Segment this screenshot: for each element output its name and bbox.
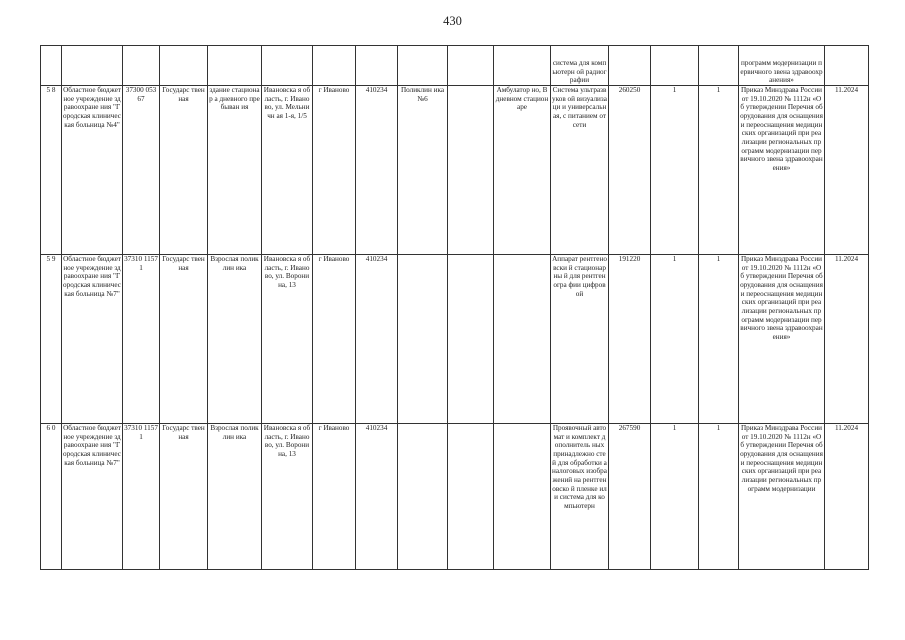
cell-col10 <box>448 424 494 570</box>
cell-equipment: Система ультразвуков ой визуализаци и универсальн ая, с питанием от сети <box>551 86 609 255</box>
cell-subdivision: Поликлин ика №6 <box>398 86 448 255</box>
cell-empty <box>398 46 448 86</box>
cell-qty1: 1 <box>651 255 699 424</box>
cell-col10 <box>448 86 494 255</box>
cell-address: Ивановска я область, г. Иваново, ул. Воронина, 13 <box>262 255 313 424</box>
cell-num: 5 8 <box>41 86 62 255</box>
cell-qty2: 1 <box>699 255 739 424</box>
cell-basis: Приказ Минздрава России от 19.10.2020 № 1112н «Об утверждении Перечня оборудования для оснащения и переоснащения медицинских организаций при реализации региональных программ модернизации первичного звена здравоохранения» <box>739 255 825 424</box>
cell-unit: Взрослая поликлин ика <box>208 255 262 424</box>
cell-unit: Взрослая поликлин ика <box>208 424 262 570</box>
cell-postcode: 410234 <box>356 424 398 570</box>
page-number: 430 <box>443 14 462 28</box>
cell-empty <box>41 46 62 86</box>
cell-equipment-code: 191220 <box>609 255 651 424</box>
cell-unit: здание стационар а дневного пребыван ия <box>208 86 262 255</box>
cell-empty <box>62 46 123 86</box>
cell-empty <box>609 46 651 86</box>
cell-basis: Приказ Минздрава России от 19.10.2020 № 1112н «Об утверждении Перечня оборудования для оснащения и переоснащения медицинских организаций при реализации региональных программ модернизации первичного звена здравоохранения» <box>739 86 825 255</box>
cell-department: Амбулатор но, В дневном стационаре <box>494 86 551 255</box>
cell-equipment-code: 260250 <box>609 86 651 255</box>
cell-equipment: Аппарат рентгеновски й стационарны й для рентгеногра фии цифровой <box>551 255 609 424</box>
cell-qty2: 1 <box>699 86 739 255</box>
cell-empty <box>494 46 551 86</box>
cell-empty <box>313 46 356 86</box>
cell-city: г Иваново <box>313 424 356 570</box>
cell-empty <box>262 46 313 86</box>
cell-city: г Иваново <box>313 86 356 255</box>
cell-postcode: 410234 <box>356 86 398 255</box>
equipment-text: система для компьютерн ой радиографии <box>552 59 607 85</box>
table-row <box>41 255 869 424</box>
table-row <box>41 86 869 255</box>
cell-address: Ивановска я область, г. Иваново, ул. Воронина, 13 <box>262 424 313 570</box>
cell-code: 37310 11571 <box>123 424 160 570</box>
cell-empty <box>448 46 494 86</box>
table-row-continuation <box>41 46 869 86</box>
cell-equipment <box>551 46 609 86</box>
cell-num: 6 0 <box>41 424 62 570</box>
cell-qty1: 1 <box>651 86 699 255</box>
cell-ownership: Государс твенная <box>160 86 208 255</box>
cell-subdivision <box>398 424 448 570</box>
cell-num: 5 9 <box>41 255 62 424</box>
cell-year: 11.2024 <box>825 86 869 255</box>
cell-empty <box>123 46 160 86</box>
cell-empty <box>160 46 208 86</box>
cell-code: 37310 11571 <box>123 255 160 424</box>
cell-org: Областное бюджетное учреждение здравоохране ния "Городская клиническая больница №4" <box>62 86 123 255</box>
cell-ownership: Государс твенная <box>160 424 208 570</box>
cell-department <box>494 255 551 424</box>
cell-year: 11.2024 <box>825 424 869 570</box>
equipment-table <box>40 45 869 570</box>
cell-ownership: Государс твенная <box>160 255 208 424</box>
basis-text: программ модернизации первичного звена здравоохранения» <box>740 59 823 85</box>
cell-col10 <box>448 255 494 424</box>
cell-year: 11.2024 <box>825 255 869 424</box>
cell-department <box>494 424 551 570</box>
cell-empty <box>208 46 262 86</box>
cell-postcode: 410234 <box>356 255 398 424</box>
cell-empty <box>651 46 699 86</box>
cell-qty2: 1 <box>699 424 739 570</box>
cell-city: г Иваново <box>313 255 356 424</box>
cell-code: 37300 05367 <box>123 86 160 255</box>
cell-empty <box>699 46 739 86</box>
cell-address: Ивановска я область, г. Иваново, ул. Мельничн ая 1-я, 1/5 <box>262 86 313 255</box>
table-row <box>41 424 869 570</box>
cell-org: Областное бюджетное учреждение здравоохране ния "Городская клиническая больница №7" <box>62 424 123 570</box>
cell-empty <box>825 46 869 86</box>
cell-subdivision <box>398 255 448 424</box>
cell-qty1: 1 <box>651 424 699 570</box>
cell-equipment-code: 267590 <box>609 424 651 570</box>
cell-basis <box>739 46 825 86</box>
cell-empty <box>356 46 398 86</box>
cell-basis: Приказ Минздрава России от 19.10.2020 № 1112н «Об утверждении Перечня оборудования для оснащения и переоснащения медицинских организаций при реализации региональных программ модернизации <box>739 424 825 570</box>
cell-org: Областное бюджетное учреждение здравоохране ния "Городская клиническая больница №7" <box>62 255 123 424</box>
cell-equipment: Проявочный автомат и комплект дополнитель ных принадлежно стей для обработки аналоговых изображений на рентгеновско й пленке или система для компьютерн <box>551 424 609 570</box>
